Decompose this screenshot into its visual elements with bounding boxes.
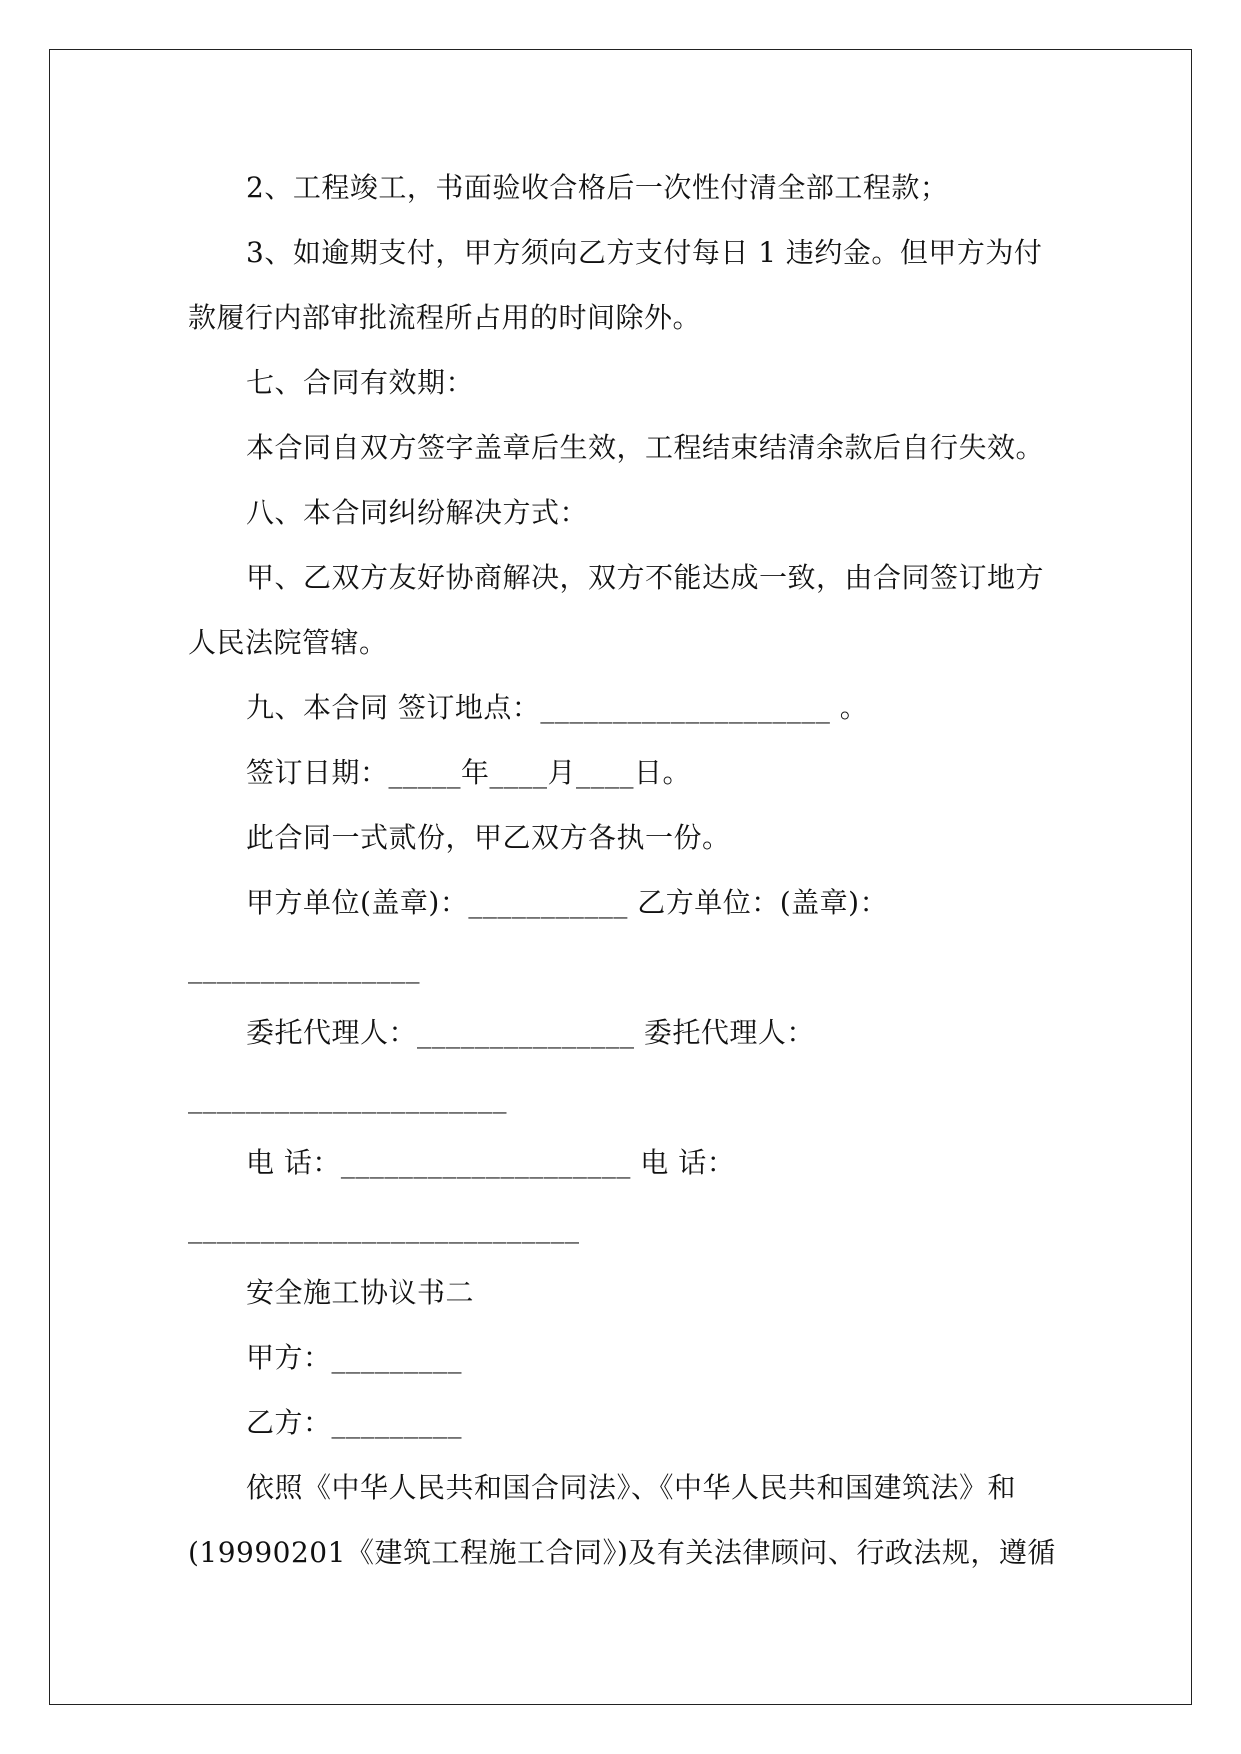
signing-date-line: 签订日期：_____年____月____日。	[246, 756, 692, 789]
text-line: 款履行内部审批流程所占用的时间除外。	[188, 301, 702, 334]
party-b-line: 乙方：_________	[246, 1406, 463, 1439]
phone-line: 电 话：____________________ 电 话：	[246, 1146, 736, 1179]
signing-place-line: 九、本合同 签订地点：____________________ 。	[246, 691, 869, 724]
blank-field-line: ________________	[188, 951, 420, 984]
section-heading: 八、本合同纠纷解决方式：	[246, 496, 589, 529]
party-seal-line: 甲方单位(盖章)：___________ 乙方单位：(盖章)：	[246, 886, 889, 919]
document-subtitle: 安全施工协议书二	[246, 1276, 475, 1309]
text-line: 此合同一式贰份，甲乙双方各执一份。	[246, 821, 731, 854]
party-a-line: 甲方：_________	[246, 1341, 463, 1374]
text-line: (19990201《建筑工程施工合同》)及有关法律顾问、行政法规，遵循	[188, 1536, 1056, 1569]
blank-field-line: ______________________	[188, 1081, 507, 1114]
section-heading: 七、合同有效期：	[246, 366, 475, 399]
text-line: 3、如逾期支付，甲方须向乙方支付每日 1 违约金。但甲方为付	[246, 236, 1043, 269]
text-line: 人民法院管辖。	[188, 626, 388, 659]
document-body	[188, 155, 1058, 1585]
blank-field-line: ___________________________	[188, 1211, 580, 1244]
agent-line: 委托代理人：_______________ 委托代理人：	[246, 1016, 815, 1049]
text-line: 依照《中华人民共和国合同法》、《中华人民共和国建筑法》和	[246, 1471, 1017, 1504]
text-line: 甲、乙双方友好协商解决，双方不能达成一致，由合同签订地方	[246, 561, 1045, 594]
text-line: 本合同自双方签字盖章后生效，工程结束结清余款后自行失效。	[246, 431, 1045, 464]
text-line: 2、工程竣工，书面验收合格后一次性付清全部工程款；	[246, 171, 949, 204]
